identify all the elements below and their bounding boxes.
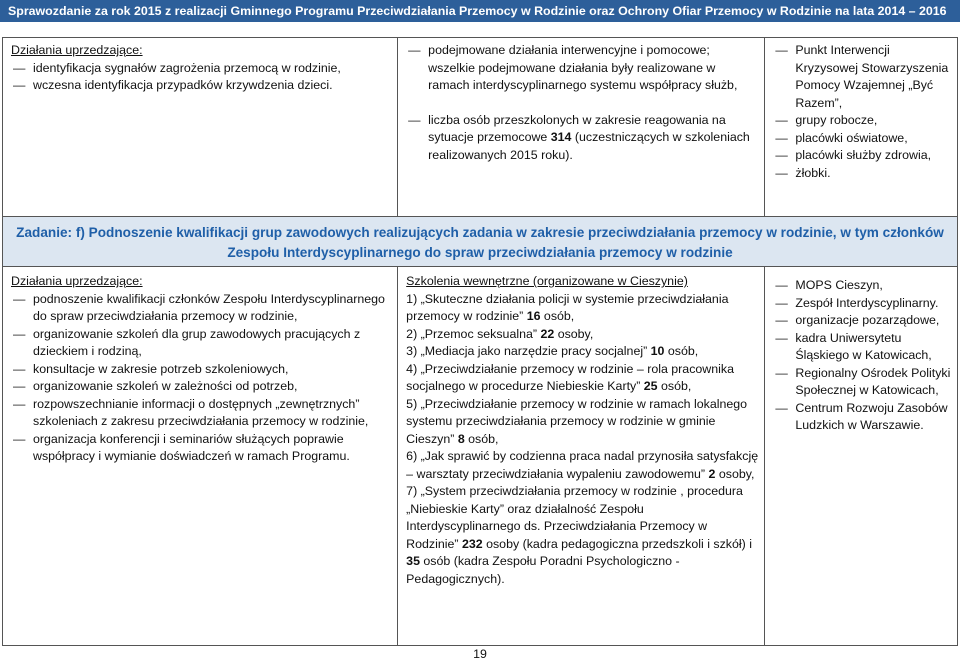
list-item: — rozpowszechnianie informacji o dostępnych „zewnętrznych” szkoleniach z zakresu przeciwdziałania przemocy w rodzinie, xyxy=(11,396,391,431)
training-item: 7) „System przeciwdziałania przemocy w rodzinie , procedura „Niebieskie Karty” oraz działalność Zespołu Interdyscyplinarnego ds. Przeciwdziałania Przemocy w Rodzinie” 232 osoby (kadra pedagogiczna przedszkoli i szkół) i 35 osób (kadra Zespołu Poradni Psychologiczno - Pedagogicznych). xyxy=(406,484,752,586)
list-item: — wczesna identyfikacja przypadków krzywdzenia dzieci. xyxy=(11,77,391,95)
preventive-actions-heading: Działania uprzedzające: xyxy=(11,274,143,288)
preventive-actions-heading: Działania uprzedzające: xyxy=(11,43,143,57)
training-item: 1) „Skuteczne działania policji w systemie przeciwdziałania przemocy w rodzinie” 16 osób, xyxy=(406,291,729,323)
list-item: — żłobki. xyxy=(773,165,951,183)
preventive-actions-cell xyxy=(3,38,398,216)
list-item: — Zespół Interdyscyplinarny. xyxy=(773,295,951,313)
task-heading: Zadanie: f) Podnoszenie kwalifikacji grup zawodowych realizujących zadania w zakresie przeciwdziałania przemocy w rodzinie, w tym członków Zespołu Interdyscyplinarnego do spraw przeciwdziałania przemocy w rodzinie xyxy=(2,217,958,267)
list-item: — Centrum Rozwoju Zasobów Ludzkich w Warszawie. xyxy=(773,400,951,435)
list-item: — organizacje pozarządowe, xyxy=(773,312,951,330)
list-item-text: (uczestniczących w szkoleniach realizowanych 2015 roku). xyxy=(428,130,750,162)
list-item: — organizowanie szkoleń dla grup zawodowych pracujących z dzieckiem i rodziną, xyxy=(11,326,391,361)
list-item: — placówki służby zdrowia, xyxy=(773,147,951,165)
list-item xyxy=(406,112,758,165)
list-item: — Regionalny Ośrodek Polityki Społecznej w Katowicach, xyxy=(773,365,951,400)
partners-cell xyxy=(765,38,957,216)
list-item: — grupy robocze, xyxy=(773,112,951,130)
partners-list xyxy=(773,42,951,182)
report-table xyxy=(2,37,958,646)
trainings-heading: Szkolenia wewnętrzne (organizowane w Cieszynie) xyxy=(406,274,688,288)
trained-count: 314 xyxy=(550,130,572,144)
actions-taken-cell xyxy=(398,38,765,216)
trainings-cell xyxy=(398,267,765,645)
list-item: — konsultacje w zakresie potrzeb szkoleniowych, xyxy=(11,361,391,379)
list-item: — organizacja konferencji i seminariów służących poprawie współpracy i wymianie doświadczeń w ramach Programu. xyxy=(11,431,391,466)
list-item: — identyfikacja sygnałów zagrożenia przemocą w rodzinie, xyxy=(11,60,391,78)
training-item: 6) „Jak sprawić by codzienna praca nadal przynosiła satysfakcję – warsztaty przeciwdziałania wypaleniu zawodowemu” 2 osoby, xyxy=(406,449,759,481)
list-item: — kadra Uniwersytetu Śląskiego w Katowicach, xyxy=(773,330,951,365)
page-number: 19 xyxy=(473,647,487,661)
list-item: — placówki oświatowe, xyxy=(773,130,951,148)
training-item: 5) „Przeciwdziałanie przemocy w rodzinie w ramach lokalnego systemu przeciwdziałania przemocy w rodzinie w gminie Cieszyn” 8 osób, xyxy=(406,396,748,446)
list-item-text: liczba osób przeszkolonych w zakresie reagowania na sytuacje przemocowe xyxy=(428,112,726,144)
preventive-actions-cell xyxy=(3,267,398,645)
list-item: — podnoszenie kwalifikacji członków Zespołu Interdyscyplinarnego do spraw przeciwdziałania przemocy w rodzinie, xyxy=(11,291,391,326)
partners-cell xyxy=(765,267,957,645)
partners-list xyxy=(773,277,951,435)
table-row xyxy=(2,267,958,646)
actions-taken-list xyxy=(406,42,758,164)
training-item: 2) „Przemoc seksualna” 22 osoby, xyxy=(406,326,594,341)
list-item: — Punkt Interwencji Kryzysowej Stowarzyszenia Pomocy Wzajemnej „Być Razem”, xyxy=(773,42,951,112)
training-item: 4) „Przeciwdziałanie przemocy w rodzinie – rola pracownika socjalnego w procedurze Niebieskie Karty” 25 osób, xyxy=(406,361,734,393)
table-row xyxy=(2,37,958,217)
list-item: — podejmowane działania interwencyjne i pomocowe; wszelkie podejmowane działania były realizowane w ramach interdyscyplinarnego systemu współpracy służb, xyxy=(406,42,758,95)
report-header: Sprawozdanie za rok 2015 z realizacji Gminnego Programu Przeciwdziałania Przemocy w Rodzinie oraz Ochrony Ofiar Przemocy w Rodzinie na lata 2014 – 2016 xyxy=(0,0,960,22)
list-item: — organizowanie szkoleń w zależności od potrzeb, xyxy=(11,378,391,396)
preventive-actions-list xyxy=(11,291,391,466)
training-item: 3) „Mediacja jako narzędzie pracy socjalnej” 10 osób, xyxy=(406,344,699,358)
list-item: — MOPS Cieszyn, xyxy=(773,277,951,295)
preventive-actions-list xyxy=(11,60,391,95)
